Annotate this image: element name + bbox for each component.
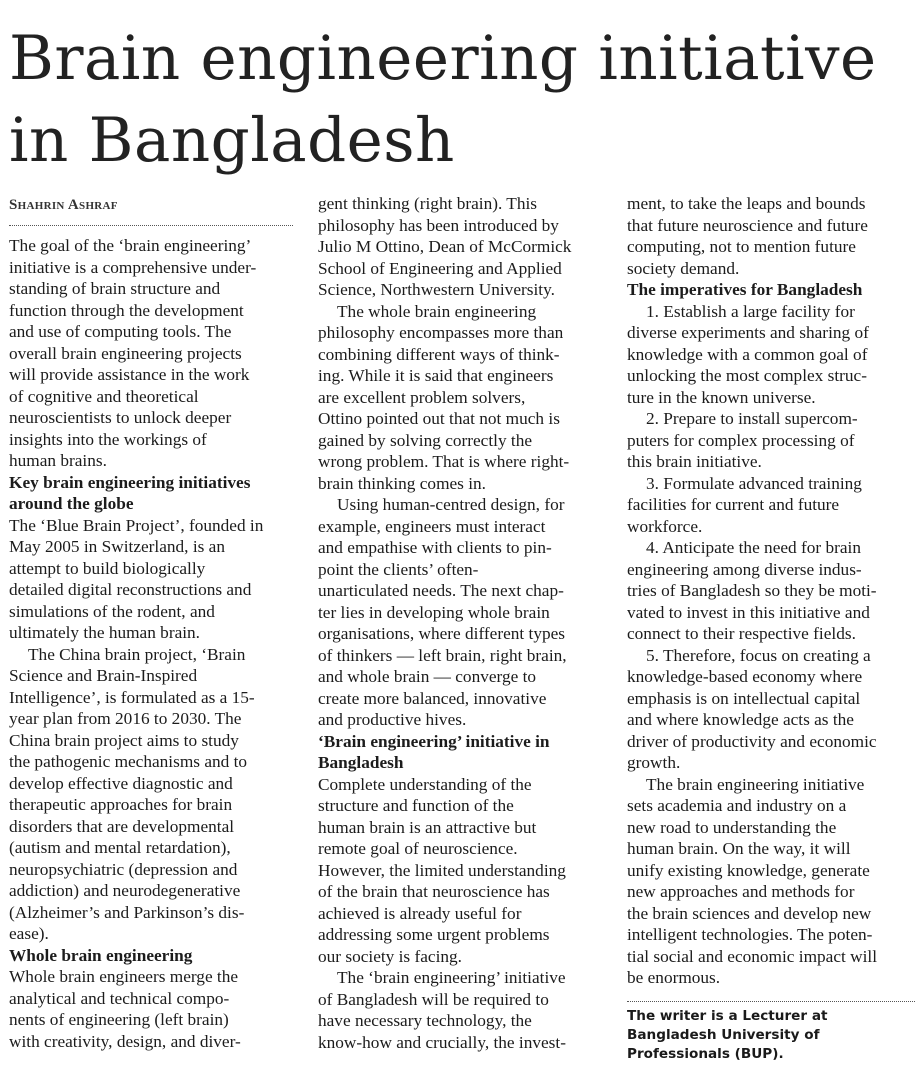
- article-title: [9, 18, 914, 182]
- text-line: ture in the known universe.: [627, 387, 816, 407]
- text-line: are excellent problem solvers,: [318, 387, 526, 407]
- text-line: neuroscientists to unlock deeper: [9, 408, 232, 427]
- text-line: addressing some urgent problems: [318, 925, 550, 944]
- column-3-text: [627, 193, 915, 989]
- text-line: knowledge with a common goal of: [627, 344, 868, 364]
- text-line: attempt to build biologically: [9, 558, 206, 578]
- text-line: detailed digital reconstructions and: [9, 580, 252, 599]
- text-line: be enormous.: [627, 968, 721, 987]
- column-1-text: [9, 235, 293, 1052]
- text-line: emphasis is on intellectual capital: [627, 688, 861, 708]
- paragraph-first-line: 2. Prepare to install supercom-: [646, 409, 858, 428]
- text-line: sets academia and industry on a: [627, 796, 847, 815]
- text-line: unlocking the most complex struc-: [627, 366, 867, 385]
- text-line: unarticulated needs. The next chap-: [318, 581, 564, 600]
- column-2: [318, 193, 608, 1053]
- author-note: [627, 1007, 915, 1064]
- text-line: our society is facing.: [318, 946, 462, 966]
- text-line: this brain initiative.: [627, 452, 762, 471]
- text-line: have necessary technology, the: [318, 1011, 532, 1030]
- text-line: human brains.: [9, 451, 107, 470]
- text-line: therapeutic approaches for brain: [9, 795, 233, 814]
- text-line: brain thinking comes in.: [318, 473, 486, 493]
- text-line: that future neuroscience and future: [627, 215, 868, 235]
- text-line: and empathise with clients to pin-: [318, 538, 552, 557]
- column-1: [9, 194, 293, 1052]
- paragraph-first-line: The brain engineering initiative: [646, 774, 865, 794]
- text-line: achieved is already useful for: [318, 903, 522, 923]
- paragraph-first-line: The whole brain engineering: [337, 301, 537, 321]
- text-line: ultimately the human brain.: [9, 623, 201, 642]
- text-line: and use of computing tools. The: [9, 322, 232, 341]
- text-line: computing, not to mention future: [627, 237, 856, 256]
- text-line: gained by solving correctly the: [318, 430, 533, 450]
- paragraph-first-line: 5. Therefore, focus on creating a: [646, 645, 871, 665]
- text-line: create more balanced, innovative: [318, 688, 547, 708]
- text-line: (Alzheimer’s and Parkinson’s dis-: [9, 902, 245, 922]
- text-line: unify existing knowledge, generate: [627, 860, 870, 880]
- text-line: the pathogenic mechanisms and to: [9, 752, 248, 771]
- paragraph-first-line: Using human-centred design, for: [337, 495, 565, 514]
- text-line: facilities for current and future: [627, 495, 840, 514]
- text-line: initiative is a comprehensive under-: [9, 257, 257, 277]
- text-line: of Bangladesh will be required to: [318, 989, 549, 1009]
- text-line: simulations of the rodent, and: [9, 601, 215, 621]
- author-note-line: The writer is a Lecturer at: [627, 1007, 828, 1024]
- text-line: of thinkers — left brain, right brain,: [318, 645, 567, 665]
- text-line: Complete understanding of the: [318, 774, 532, 794]
- section-heading: ‘Brain engineering’ initiative in: [318, 731, 550, 751]
- text-line: intelligent technologies. The poten-: [627, 925, 873, 944]
- text-line: Ottino pointed out that not much is: [318, 409, 560, 428]
- text-line: overall brain engineering projects: [9, 343, 242, 363]
- text-line: ter lies in developing whole brain: [318, 602, 550, 622]
- section-heading: The imperatives for Bangladesh: [627, 280, 863, 299]
- text-line: Julio M Ottino, Dean of McCormick: [318, 237, 572, 256]
- text-line: remote goal of neuroscience.: [318, 839, 518, 858]
- text-line: and whole brain — converge to: [318, 667, 537, 686]
- paragraph-first-line: 3. Formulate advanced training: [646, 473, 862, 493]
- text-line: addiction) and neurodegenerative: [9, 881, 241, 900]
- text-line: workforce.: [627, 516, 703, 536]
- text-line: growth.: [627, 753, 681, 772]
- text-line: function through the development: [9, 300, 244, 320]
- text-line: Science and Brain-Inspired: [9, 666, 198, 685]
- text-line: The ‘Blue Brain Project’, founded in: [9, 515, 264, 535]
- text-line: philosophy has been introduced by: [318, 215, 559, 235]
- text-line: engineering among diverse indus-: [627, 559, 862, 579]
- text-line: May 2005 in Switzerland, is an: [9, 537, 225, 556]
- byline-divider: [9, 225, 293, 226]
- text-line: human brain is an attractive but: [318, 817, 537, 837]
- text-line: year plan from 2016 to 2030. The: [9, 709, 242, 728]
- section-heading: Whole brain engineering: [9, 945, 193, 965]
- text-line: the brain sciences and develop new: [627, 903, 872, 923]
- text-line: analytical and technical compo-: [9, 988, 230, 1008]
- text-line: ment, to take the leaps and bounds: [627, 194, 866, 213]
- text-line: (autism and mental retardation),: [9, 838, 231, 857]
- text-line: standing of brain structure and: [9, 279, 221, 298]
- byline: Shahrin Ashraf: [9, 197, 118, 213]
- text-line: with creativity, design, and diver-: [9, 1031, 241, 1051]
- paragraph-first-line: 4. Anticipate the need for brain: [646, 538, 861, 557]
- text-line: connect to their respective fields.: [627, 624, 856, 643]
- text-line: disorders that are developmental: [9, 816, 235, 836]
- text-line: The goal of the ‘brain engineering’: [9, 236, 252, 255]
- text-line: example, engineers must interact: [318, 516, 546, 536]
- text-line: society demand.: [627, 258, 740, 278]
- section-heading: around the globe: [9, 494, 134, 513]
- text-line: point the clients’ often-: [318, 559, 479, 579]
- text-line: wrong problem. That is where right-: [318, 452, 570, 471]
- text-line: human brain. On the way, it will: [627, 839, 851, 858]
- author-note-line: Professionals (BUP).: [627, 1045, 784, 1062]
- text-line: nents of engineering (left brain): [9, 1010, 229, 1029]
- text-line: of the brain that neuroscience has: [318, 882, 550, 901]
- text-line: and productive hives.: [318, 710, 467, 729]
- text-line: puters for complex processing of: [627, 430, 855, 450]
- text-line: will provide assistance in the work: [9, 365, 250, 384]
- text-line: gent thinking (right brain). This: [318, 194, 538, 213]
- column-2-text: [318, 193, 608, 1053]
- section-heading: Key brain engineering initiatives: [9, 472, 251, 492]
- author-note-divider: [627, 1001, 915, 1002]
- text-line: new road to understanding the: [627, 817, 837, 837]
- text-line: new approaches and methods for: [627, 882, 855, 901]
- paragraph-first-line: The China brain project, ‘Brain: [28, 644, 246, 664]
- text-line: diverse experiments and sharing of: [627, 323, 869, 342]
- author-note-line: Bangladesh University of: [627, 1026, 820, 1043]
- text-line: neuropsychiatric (depression and: [9, 859, 238, 879]
- text-line: ease).: [9, 924, 49, 943]
- text-line: and where knowledge acts as the: [627, 710, 854, 729]
- text-line: philosophy encompasses more than: [318, 323, 564, 342]
- section-heading: Bangladesh: [318, 753, 404, 772]
- text-line: tries of Bangladesh so they be moti-: [627, 581, 877, 600]
- text-line: driver of productivity and economic: [627, 731, 877, 751]
- text-line: organisations, where different types: [318, 624, 565, 643]
- paragraph-first-line: 1. Establish a large facility for: [646, 301, 855, 321]
- text-line: structure and function of the: [318, 796, 514, 815]
- text-line: tial social and economic impact will: [627, 946, 878, 966]
- text-line: Science, Northwestern University.: [318, 280, 555, 299]
- column-3: [627, 193, 915, 1064]
- text-line: develop effective diagnostic and: [9, 773, 233, 793]
- text-line: of cognitive and theoretical: [9, 386, 199, 406]
- text-line: China brain project aims to study: [9, 730, 239, 750]
- paragraph-first-line: The ‘brain engineering’ initiative: [337, 968, 566, 987]
- text-line: ing. While it is said that engineers: [318, 366, 554, 385]
- text-line: vated to invest in this initiative and: [627, 602, 870, 622]
- title-line: in Bangladesh: [9, 105, 455, 176]
- text-line: knowledge-based economy where: [627, 667, 863, 686]
- text-line: know-how and crucially, the invest-: [318, 1032, 566, 1052]
- text-line: combining different ways of think-: [318, 344, 560, 364]
- text-line: However, the limited understanding: [318, 860, 566, 880]
- text-line: insights into the workings of: [9, 429, 207, 449]
- text-line: School of Engineering and Applied: [318, 258, 562, 278]
- text-line: Whole brain engineers merge the: [9, 967, 239, 986]
- title-line: Brain engineering initiative: [9, 23, 877, 94]
- text-line: Intelligence’, is formulated as a 15-: [9, 687, 255, 707]
